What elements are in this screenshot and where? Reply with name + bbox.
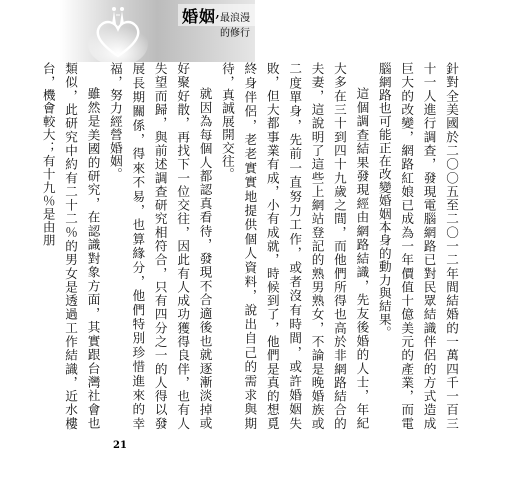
body-text xyxy=(36,62,462,430)
chapter-subtitle: 最浪漫的修行 xyxy=(220,13,250,39)
paragraph: 針對全美國於二〇〇五至二〇一二年間結婚的一萬四千一百三十一人進行調查，發現電腦網路已對民眾結識伴侶的方式造成巨大的改變，網路紅娘已成為一年價值十億美元的產業，而電腦網路也可能正在改變婚姻本身的動力與結果。 xyxy=(376,62,459,430)
paragraph: 就因為每個人都認真看待，發現不合適後也就逐漸淡掉或好聚好散，再找下一位交往，因此有人成功獲得良伴，也有人失望而歸，與前述調查研究相符合，只有四分之一的人得以發展長期關係，得來不易，也算緣分，他們特別珍惜進來的幸福，努力經營婚姻。 xyxy=(107,62,213,430)
title-separator: , xyxy=(215,2,221,21)
chapter-title: 婚姻 xyxy=(182,7,217,26)
page-number: 21 xyxy=(113,440,127,451)
paragraph: 這個調查結果發現經由網路結識，先友後婚的人士，年紀大多在三十到四十九歲之間，而他們所得也高於非網路結合的夫妻，這說明了這些上網站登記的熟男熟女，不論是晚婚族或二度單身，先前一直努力工作，或者沒有時間，或許婚姻失敗，但大都事業有成，小有成就，時候到了，他們是真的想覓終身伴侶，老老實實地提供個人資料，說出自己的需求與期待，真誠展開交往。 xyxy=(219,62,370,430)
paragraph: 雖然是美國的研究，在認識對象方面，其實跟台灣社會也類似，此研究中約有二十二％的男女是透過工作結識，近水樓台，機會較大；有十九％是由朋 xyxy=(40,62,101,430)
chapter-header xyxy=(60,0,255,62)
